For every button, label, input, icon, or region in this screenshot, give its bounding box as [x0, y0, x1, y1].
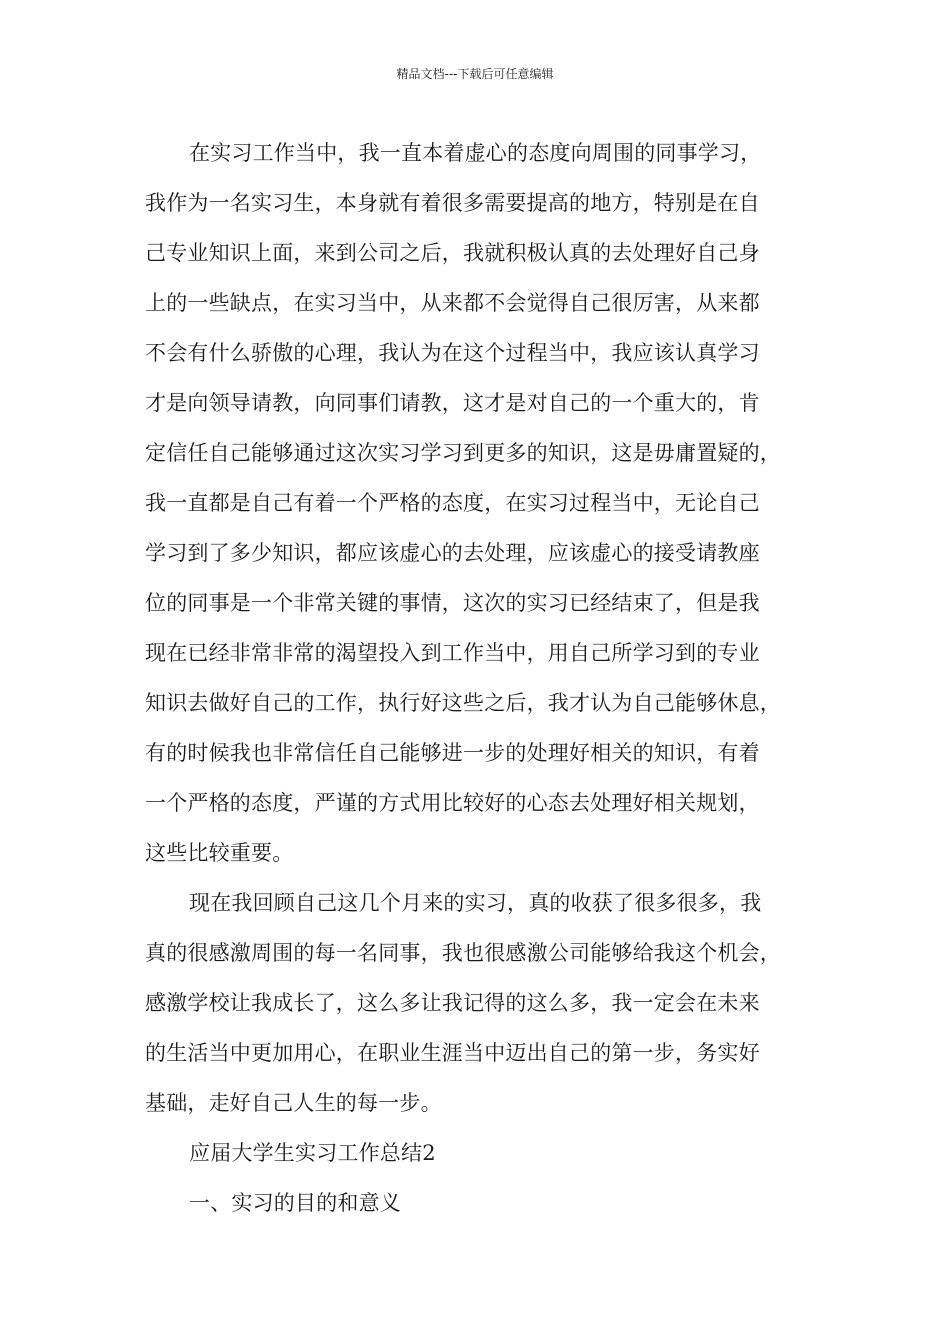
text-line: 真的很感激周围的每一名同事，我也很感激公司能够给我这个机会， — [145, 941, 781, 965]
text-line: 我一直都是自己有着一个严格的态度，在实习过程当中，无论自己 — [145, 491, 760, 515]
text-line: 学习到了多少知识，都应该虚心的去处理，应该虚心的接受请教座 — [145, 541, 760, 565]
text-line: 位的同事是一个非常关键的事情，这次的实习已经结束了，但是我 — [145, 591, 760, 615]
text-line: 上的一些缺点，在实习当中，从来都不会觉得自己很厉害，从来都 — [145, 291, 760, 315]
section-title: 应届大学生实习工作总结2 — [189, 1141, 436, 1165]
text-line: 现在已经非常非常的渴望投入到工作当中，用自己所学习到的专业 — [145, 641, 760, 665]
text-line: 现在我回顾自己这几个月来的实习，真的收获了很多很多，我 — [189, 891, 762, 915]
text-line: 的生活当中更加用心，在职业生涯当中迈出自己的第一步，务实好 — [145, 1041, 760, 1065]
subsection-title: 一、实习的目的和意义 — [189, 1191, 401, 1215]
document-body — [145, 128, 825, 1228]
text-line: 己专业知识上面，来到公司之后，我就积极认真的去处理好自己身 — [145, 241, 760, 265]
text-line: 知识去做好自己的工作，执行好这些之后，我才认为自己能够休息， — [145, 691, 781, 715]
page-header: 精品文档---下载后可任意编辑 — [396, 67, 554, 81]
paragraph-1 — [145, 128, 825, 878]
text-line: 定信任自己能够通过这次实习学习到更多的知识，这是毋庸置疑的， — [145, 441, 781, 465]
text-line: 有的时候我也非常信任自己能够进一步的处理好相关的知识，有着 — [145, 741, 760, 765]
text-line: 基础，走好自己人生的每一步。 — [145, 1091, 442, 1115]
text-line: 一个严格的态度，严谨的方式用比较好的心态去处理好相关规划， — [145, 791, 760, 815]
text-line: 我作为一名实习生，本身就有着很多需要提高的地方，特别是在自 — [145, 191, 760, 215]
text-line: 这些比较重要。 — [145, 841, 294, 865]
paragraph-2 — [145, 878, 825, 1128]
text-line: 感激学校让我成长了，这么多让我记得的这么多，我一定会在未来 — [145, 991, 760, 1015]
text-line: 才是向领导请教，向同事们请教，这才是对自己的一个重大的，肯 — [145, 391, 760, 415]
text-line: 在实习工作当中，我一直本着虚心的态度向周围的同事学习， — [189, 141, 762, 165]
text-line: 不会有什么骄傲的心理，我认为在这个过程当中，我应该认真学习 — [145, 341, 760, 365]
